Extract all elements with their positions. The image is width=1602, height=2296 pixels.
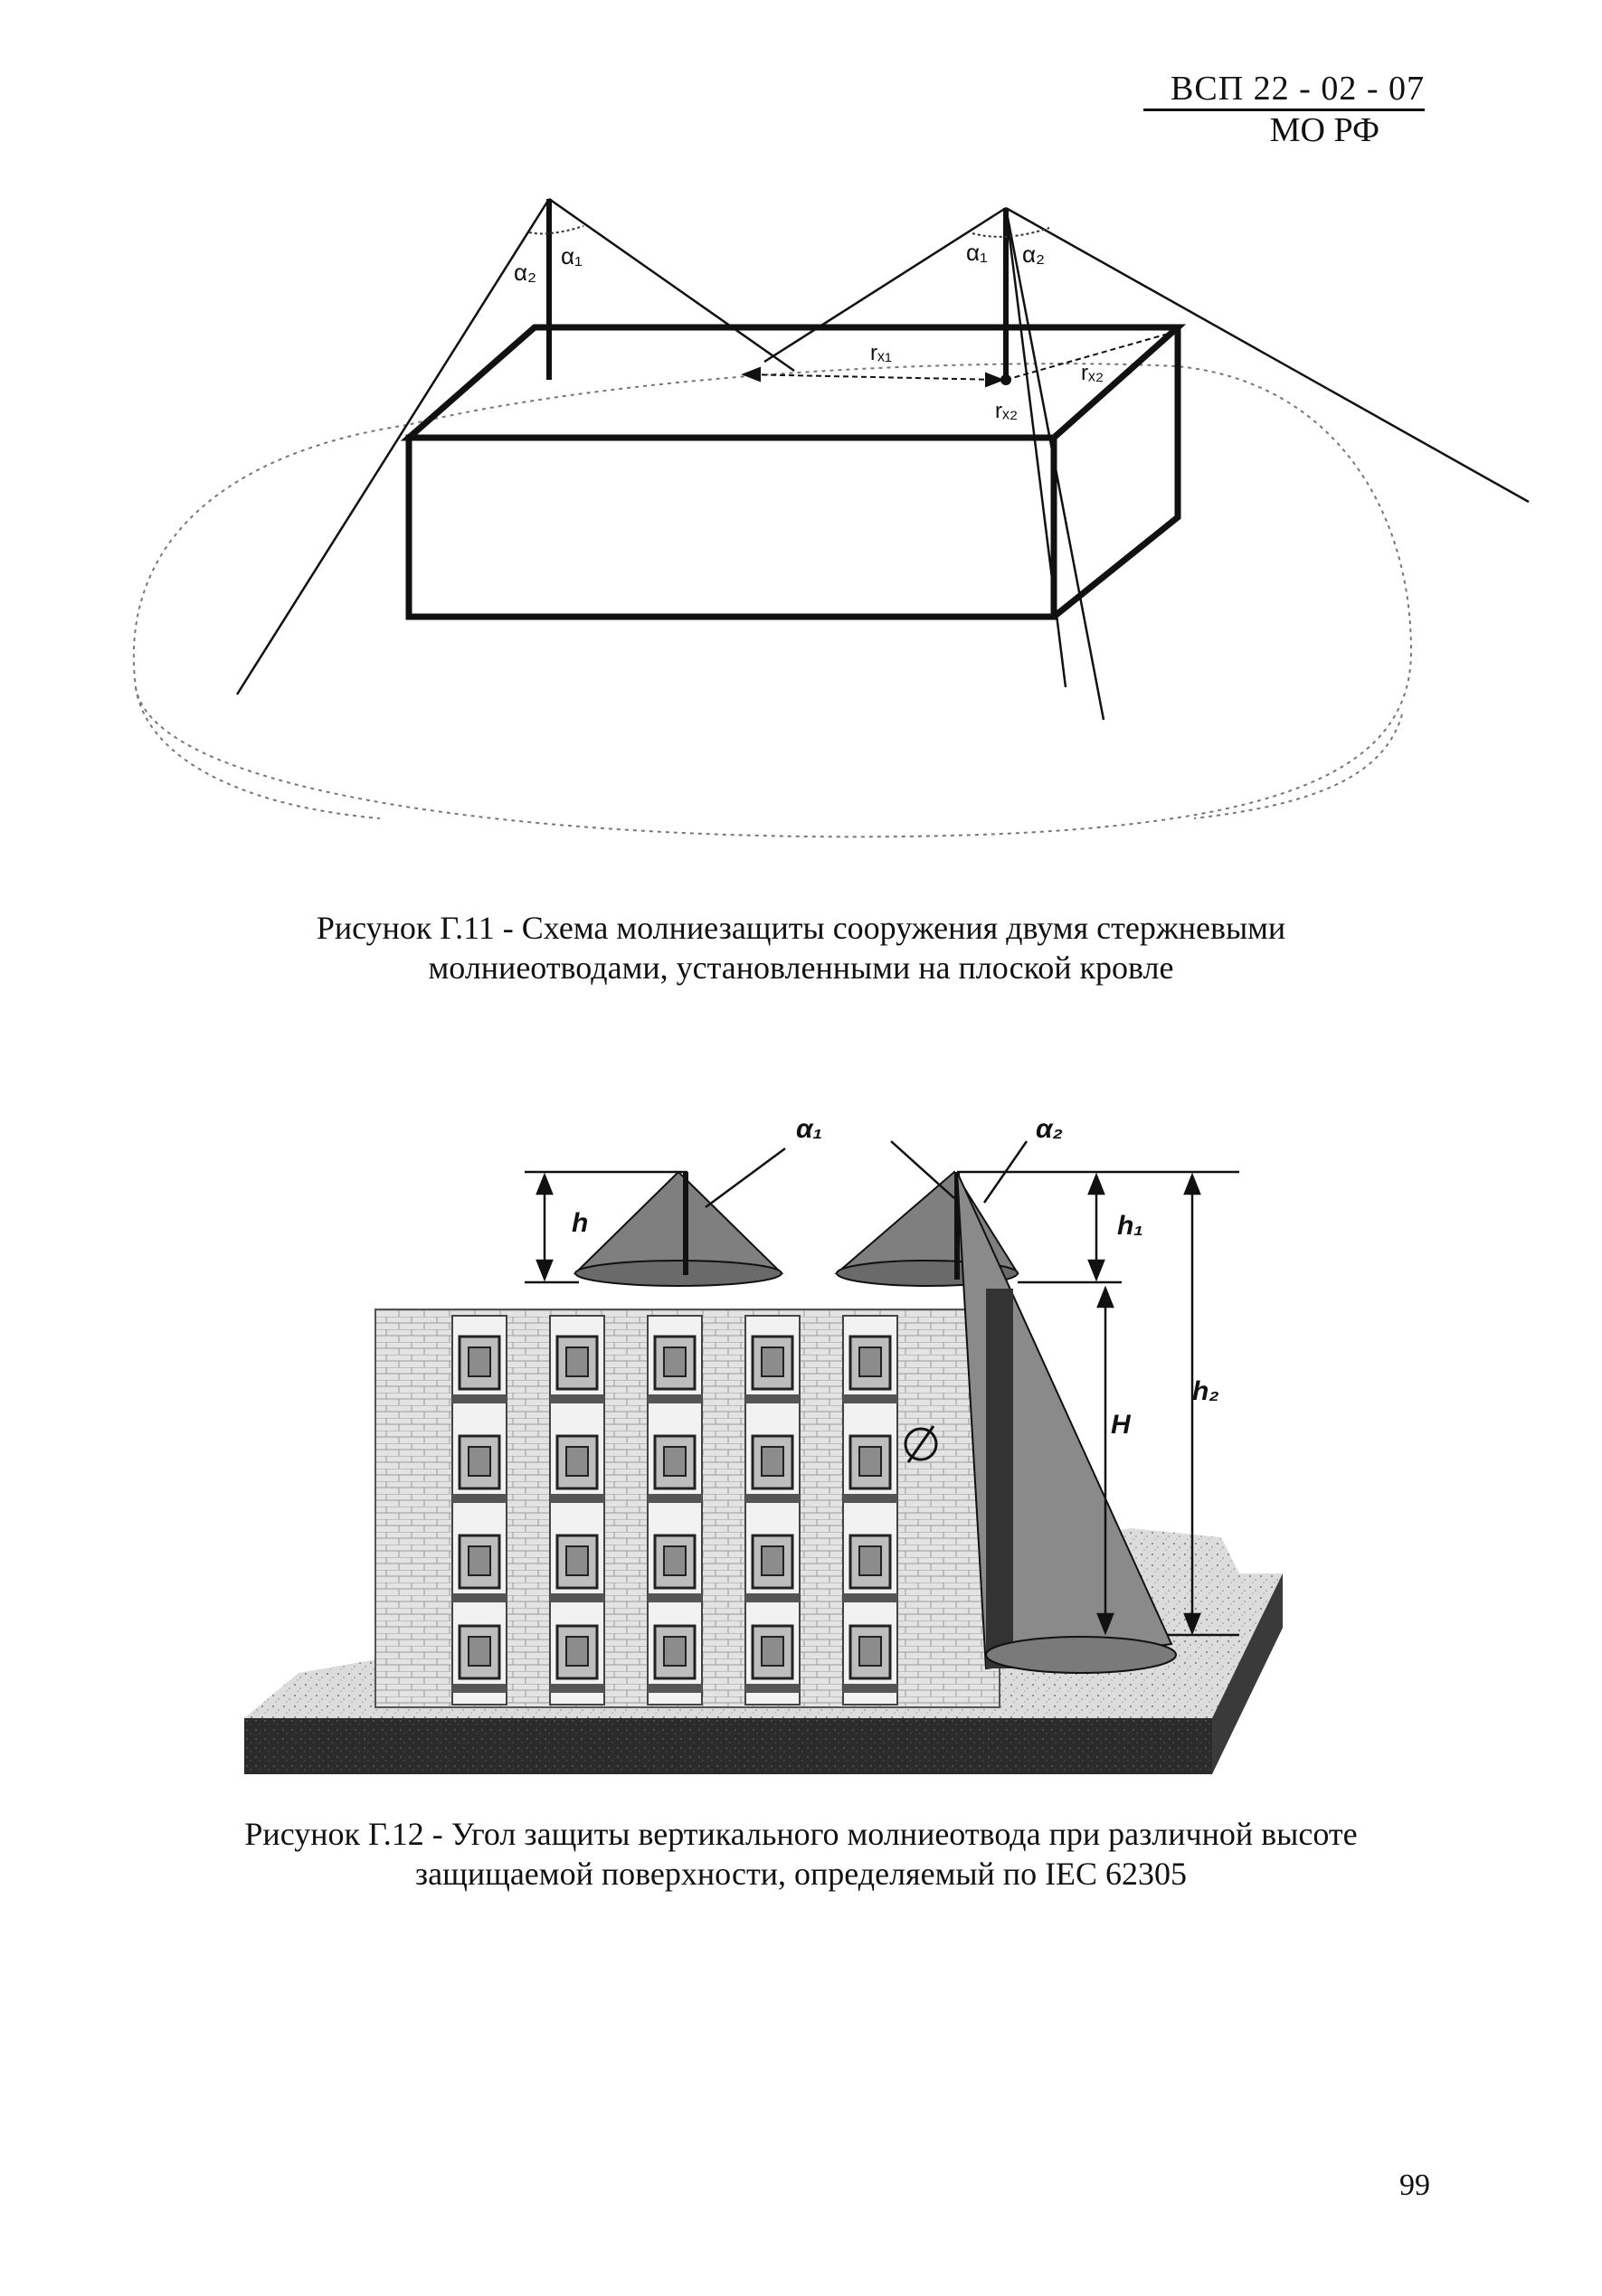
window-pane <box>762 1546 783 1575</box>
window-sill <box>550 1394 604 1403</box>
window-pane <box>566 1347 588 1376</box>
h1-label: h₁ <box>1117 1211 1143 1241</box>
window-pane <box>859 1447 881 1476</box>
figure-11-caption-line2: молниеотводами, установленными на плоской кровле <box>428 950 1174 986</box>
window-pane <box>762 1447 783 1476</box>
window-sill <box>745 1394 800 1403</box>
window-sill <box>452 1394 507 1403</box>
window-pane <box>762 1637 783 1666</box>
window-pane <box>859 1637 881 1666</box>
document-code: ВСП 22 - 02 - 07 <box>1143 71 1425 111</box>
alpha2-right-label: α₂ <box>1022 241 1046 268</box>
window-sill <box>843 1593 897 1602</box>
window-sill <box>843 1684 897 1693</box>
alpha1-right-label: α₁ <box>966 239 988 266</box>
window-pane <box>664 1637 686 1666</box>
window-pane <box>469 1447 490 1476</box>
window-sill <box>452 1593 507 1602</box>
window-sill <box>648 1593 702 1602</box>
h-label: h <box>572 1208 589 1238</box>
alpha1-left-label: α₁ <box>561 242 583 269</box>
window-pane <box>469 1637 490 1666</box>
window-pane <box>566 1447 588 1476</box>
figure-12-caption-line2: защищаемой поверхности, определяемый по IEC 62305 <box>414 1856 1188 1892</box>
window-pane <box>469 1546 490 1575</box>
window-pane <box>566 1546 588 1575</box>
window-sill <box>745 1494 800 1503</box>
window-pane <box>566 1637 588 1666</box>
window-sill <box>452 1494 507 1503</box>
window-sill <box>648 1394 702 1403</box>
window-sill <box>550 1494 604 1503</box>
alpha2-left-label: α₂ <box>514 259 537 286</box>
page-number: 99 <box>1399 2168 1430 2202</box>
window-sill <box>550 1593 604 1602</box>
window-pane <box>664 1546 686 1575</box>
window-sill <box>843 1394 897 1403</box>
h2-label: h₂ <box>1192 1376 1219 1406</box>
window-sill <box>843 1494 897 1503</box>
H-label: H <box>1111 1410 1131 1440</box>
rx2-edge-label: rₓ₂ <box>995 399 1019 423</box>
alpha1-label: α₁ <box>796 1114 823 1144</box>
window-sill <box>452 1684 507 1693</box>
window-pane <box>859 1546 881 1575</box>
window-sill <box>745 1593 800 1602</box>
rx2-roof-label: rₓ₂ <box>1081 361 1104 385</box>
window-pane <box>664 1347 686 1376</box>
window-sill <box>745 1684 800 1693</box>
figure-11-caption-line1: Рисунок Г.11 - Схема молниезащиты сооружения двумя стержневыми <box>316 910 1286 946</box>
window-sill <box>550 1684 604 1693</box>
window-sill <box>648 1494 702 1503</box>
protection-cone-left <box>575 1172 782 1286</box>
window-pane <box>859 1347 881 1376</box>
figure-12-caption-line1: Рисунок Г.12 - Угол защиты вертикального молниеотвода при различной высоте <box>244 1816 1358 1852</box>
organization-label: МО РФ <box>1269 111 1379 149</box>
figure-12-caption <box>0 1814 1602 1894</box>
window-pane <box>469 1347 490 1376</box>
window-sill <box>648 1684 702 1693</box>
window-pane <box>762 1347 783 1376</box>
angle-leader-lines <box>706 1141 1027 1207</box>
rx1-label: rₓ₁ <box>870 341 892 365</box>
window-pane <box>664 1447 686 1476</box>
alpha2-label: α₂ <box>1036 1114 1064 1144</box>
protection-cone-right-large <box>957 1172 1176 1673</box>
